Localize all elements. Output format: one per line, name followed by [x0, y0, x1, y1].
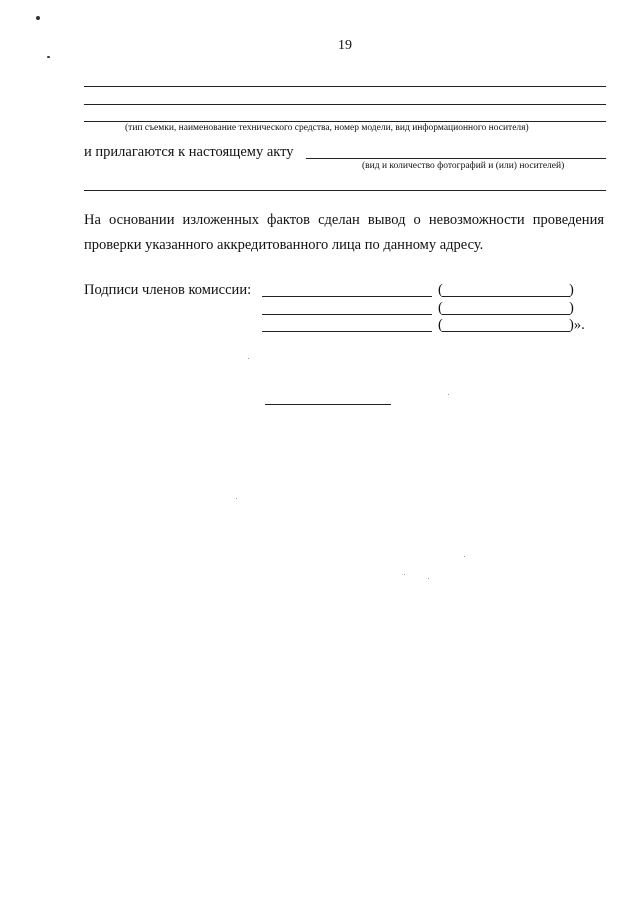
name-open-paren-3: (	[438, 317, 443, 333]
scan-speck	[248, 358, 249, 359]
name-open-paren-1: (	[438, 282, 443, 298]
scan-speck	[448, 394, 449, 395]
signature-line-2	[262, 314, 432, 315]
conclusion-line-1: На основании изложенных фактов сделан вывод о невозможности проведения	[84, 212, 604, 228]
caption-media-type: (тип съемки, наименование технического средства, номер модели, вид информационного носителя)	[125, 123, 529, 133]
caption-photos: (вид и количество фотографий и (или) носителей)	[362, 161, 565, 171]
name-open-paren-2: (	[438, 300, 443, 316]
name-line-3	[442, 331, 570, 332]
conclusion-paragraph	[84, 208, 604, 258]
signatures-label: Подписи членов комиссии:	[84, 282, 252, 298]
signature-line-3	[262, 331, 432, 332]
name-close-paren-1: )	[569, 282, 574, 298]
closing-separator	[265, 404, 391, 405]
conclusion-line-2: проверки указанного аккредитованного лица по данному адресу.	[84, 237, 484, 253]
scan-speck	[404, 574, 405, 575]
fill-line-2	[84, 104, 606, 105]
signature-line-1	[262, 296, 432, 297]
fill-line-3	[84, 121, 606, 122]
scan-speck	[236, 498, 237, 499]
name-line-1	[442, 296, 570, 297]
page-number: 19	[338, 38, 352, 53]
attached-label: и прилагаются к настоящему акту	[84, 144, 294, 160]
scan-mark	[36, 16, 40, 20]
fill-line-1	[84, 86, 606, 87]
name-close-paren-3: )».	[569, 317, 585, 333]
attached-fill-line	[306, 158, 606, 159]
name-close-paren-2: )	[569, 300, 574, 316]
scan-mark	[47, 56, 50, 58]
name-line-2	[442, 314, 570, 315]
scan-speck	[428, 578, 429, 579]
fill-line-4	[84, 190, 606, 191]
scan-speck	[464, 556, 465, 557]
